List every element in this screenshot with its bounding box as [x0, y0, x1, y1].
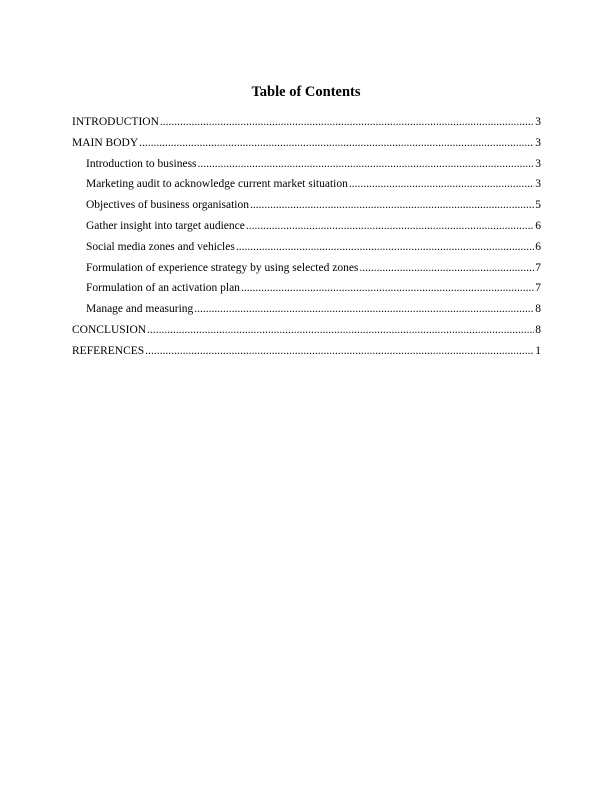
toc-list	[72, 112, 541, 362]
toc-leader-dots	[194, 299, 534, 320]
toc-entry-page-number: 1	[535, 344, 541, 357]
toc-leader-dots	[349, 174, 534, 195]
toc-leader-dots	[246, 216, 534, 237]
toc-leader-dots	[250, 195, 534, 216]
toc-entry-social-media-zones[interactable]	[72, 237, 541, 258]
toc-entry-introduction[interactable]	[72, 112, 541, 133]
toc-entry-page-number: 6	[535, 240, 541, 253]
toc-leader-dots	[241, 278, 534, 299]
toc-entry-page-number: 3	[535, 136, 541, 149]
toc-entry-label: Marketing audit to acknowledge current market situation	[86, 178, 348, 191]
toc-entry-label: INTRODUCTION	[72, 116, 159, 128]
toc-entry-conclusion[interactable]	[72, 320, 541, 341]
toc-entry-references[interactable]	[72, 341, 541, 362]
toc-entry-introduction-to-business[interactable]	[72, 154, 541, 175]
toc-entry-target-audience[interactable]	[72, 216, 541, 237]
toc-entry-label: MAIN BODY	[72, 136, 139, 149]
toc-leader-dots	[198, 154, 535, 175]
toc-entry-page-number: 3	[535, 157, 541, 170]
toc-entry-page-number: 6	[535, 219, 541, 232]
toc-leader-dots	[359, 258, 534, 279]
toc-entry-page-number: 3	[535, 178, 541, 191]
toc-leader-dots	[145, 341, 534, 362]
toc-entry-label: CONCLUSION	[72, 323, 147, 336]
toc-entry-page-number: 5	[535, 199, 541, 212]
toc-entry-main-body[interactable]	[72, 133, 541, 154]
toc-entry-label: Social media zones and vehicles	[86, 240, 235, 253]
toc-entry-page-number: 7	[535, 282, 541, 295]
toc-entry-experience-strategy[interactable]	[72, 258, 541, 279]
toc-entry-objectives[interactable]	[72, 195, 541, 216]
toc-entry-page-number: 8	[535, 303, 541, 316]
toc-leader-dots	[139, 133, 534, 154]
toc-entry-label: REFERENCES	[72, 344, 145, 357]
toc-entry-page-number: 7	[535, 261, 541, 274]
toc-entry-marketing-audit[interactable]	[72, 174, 541, 195]
toc-entry-label: Gather insight into target audience	[86, 219, 245, 232]
toc-leader-dots	[160, 112, 534, 133]
toc-entry-activation-plan[interactable]	[72, 278, 541, 299]
toc-entry-page-number: 3	[535, 116, 541, 128]
toc-entry-label: Formulation of experience strategy by using selected zones	[86, 261, 359, 274]
toc-leader-dots	[147, 320, 534, 341]
toc-leader-dots	[236, 237, 534, 258]
toc-entry-page-number: 8	[535, 323, 541, 336]
toc-entry-label: Introduction to business	[86, 157, 197, 170]
toc-entry-label: Objectives of business organisation	[86, 199, 249, 212]
toc-entry-label: Manage and measuring	[86, 303, 194, 316]
toc-entry-label: Formulation of an activation plan	[86, 282, 240, 295]
toc-entry-manage-and-measuring[interactable]	[72, 299, 541, 320]
toc-heading: Table of Contents	[251, 84, 361, 100]
